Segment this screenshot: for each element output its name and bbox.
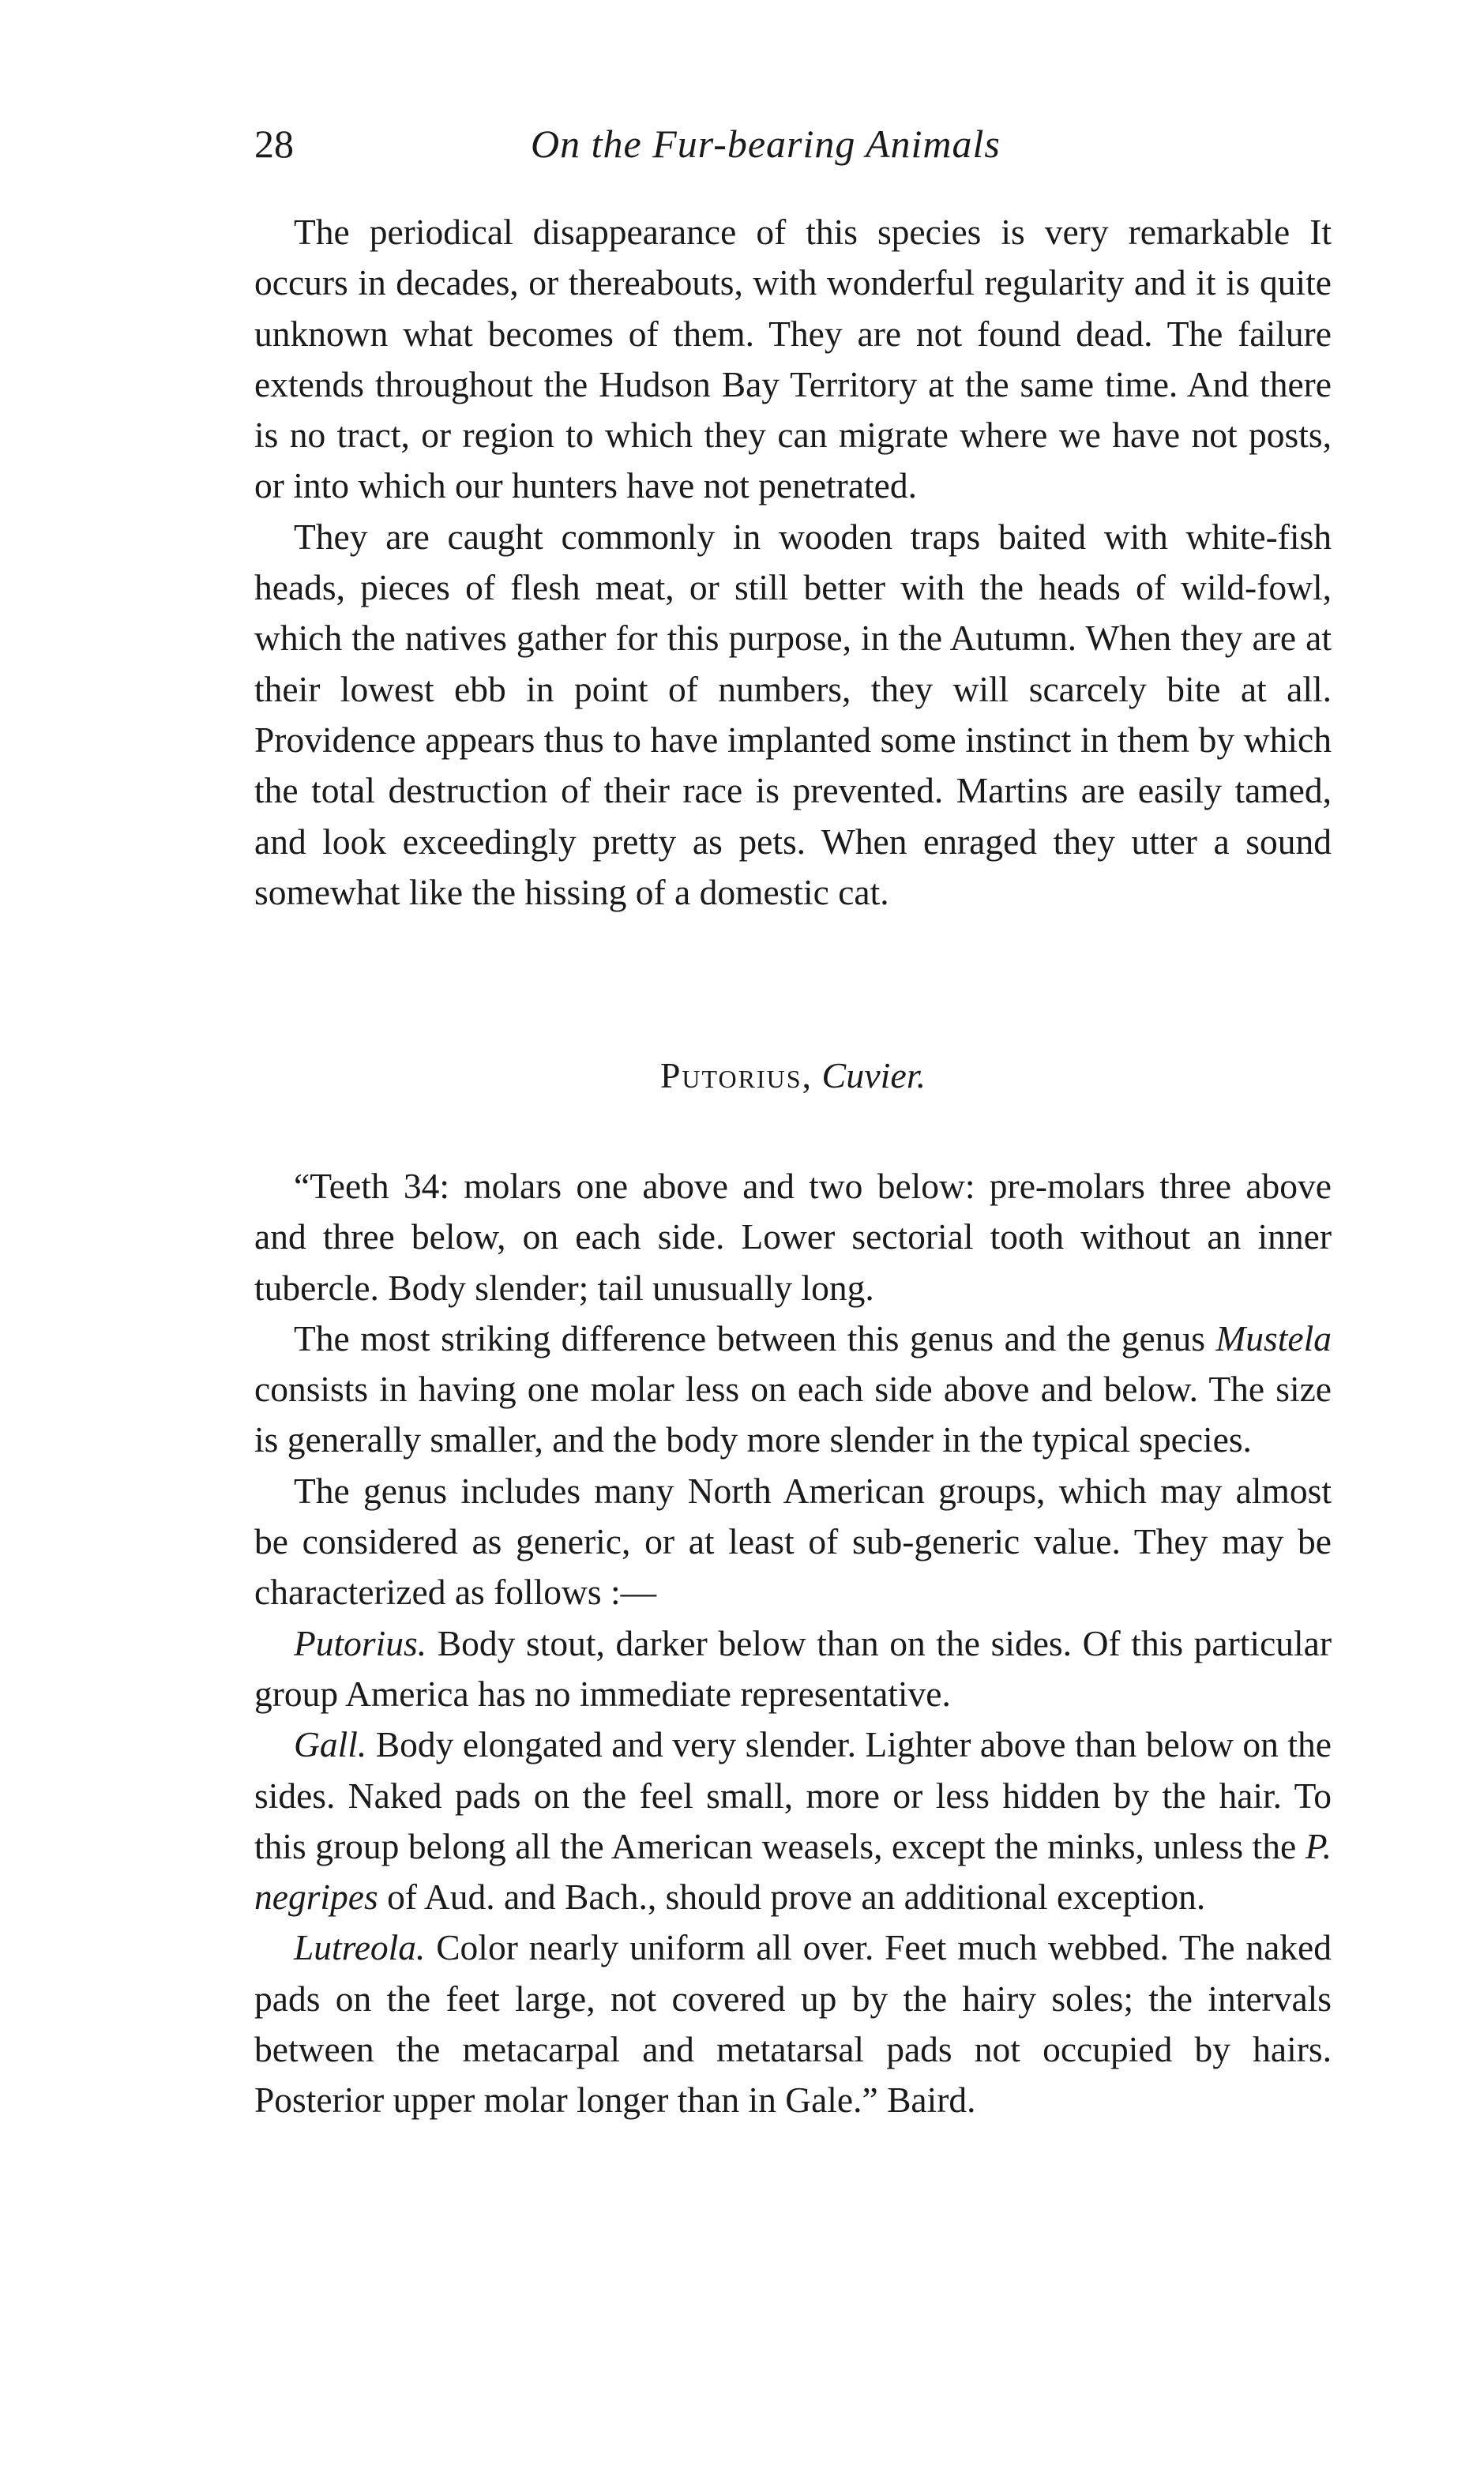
page-header: [254, 112, 1332, 175]
paragraph-groups: The genus includes many North American groups, which may almost be considered as generic, or at least of sub-generic value. They may be characterized as follows :—: [254, 1470, 1332, 1613]
paragraph-difference: [254, 1313, 1332, 1466]
paragraph-group-lutreola: [254, 1922, 1332, 2125]
difference-text-rest: consists in having one molar less on each side above and below. The size is generally smaller, and the body more slender in the typical species.: [254, 1369, 1332, 1460]
difference-text-start: The most striking difference between this genus and the genus: [294, 1317, 1205, 1358]
group-text-putorius: Body stout, darker below than on the sides. Of this particular group America has no immediate representative.: [254, 1622, 1332, 1714]
paragraph-disappearance: The periodical disappearance of this species is very remarkable It occurs in decades, or thereabouts, with wonderful regularity and it is quite unknown what becomes of them. They are not found dead. The failure extends throughout the Hudson Bay Territory at the same time. And there is no tract, or region to which they can migrate where we have not posts, or into which our hunters have not penetrated.: [254, 212, 1332, 506]
martin-text-block: [254, 207, 1332, 918]
group-text-gall-a: Body elongated and very slender. Lighter above than below on the sides. Naked pads on the feel small, more or less hidden by the hair. To this group belong all the American weasels, except the minks, unless the: [254, 1724, 1332, 1866]
species-negripes: P. negripes: [254, 1825, 1332, 1918]
running-title: On the Fur-bearing Animals: [531, 122, 1001, 166]
group-text-lutreola: Color nearly uniform all over. Feet much webbed. The naked pads on the feet large, not covered up by the hairy soles; the intervals between the metacarpal and metatarsal pads not occupied by hairs. Posterior upper molar longer than in Gale.” Baird.: [254, 1927, 1332, 2121]
genus-name: Putorius,: [659, 1055, 813, 1095]
paragraph-group-gall: [254, 1719, 1332, 1922]
group-name-gall: Gall.: [294, 1724, 367, 1765]
group-name-lutreola: Lutreola.: [294, 1927, 426, 1968]
paragraph-trapping: They are caught commonly in wooden traps baited with white-fish heads, pieces of flesh meat, or still better with the heads of wild-fowl, which the natives gather for this purpose, in the Autumn. When they are at their lowest ebb in point of numbers, they will scarcely bite at all. Providence appears thus to have implanted some instinct in them by which the total destruction of their race is prevented. Martins are easily tamed, and look exceedingly pretty as pets. When enraged they utter a sound somewhat like the hissing of a domestic cat.: [254, 516, 1332, 912]
section-heading-putorius: [254, 1050, 1332, 1101]
group-name-putorius: Putorius.: [294, 1622, 427, 1663]
paragraph-teeth: “Teeth 34: molars one above and two below: pre-molars three above and three below, on each side. Lower sectorial tooth without an inner tubercle. Body slender; tail unusually long.: [254, 1166, 1332, 1308]
page-number: 28: [254, 122, 294, 166]
putorius-text-block: [254, 1161, 1332, 2126]
group-text-gall-b: of Aud. and Bach., should prove an additional exception.: [387, 1877, 1206, 1918]
paragraph-group-putorius: [254, 1618, 1332, 1720]
genus-authority: Cuvier.: [821, 1055, 926, 1095]
genus-mustela: Mustela: [1215, 1317, 1332, 1358]
